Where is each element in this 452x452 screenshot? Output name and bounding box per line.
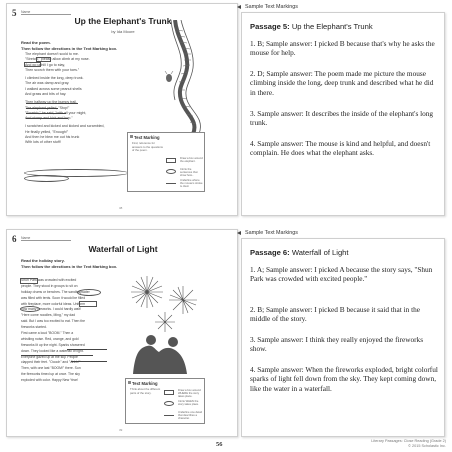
text-marking-intro: Think about the different parts of the story. (130, 387, 161, 395)
section-header: Sample Text Markings (237, 230, 298, 236)
poem-line: With lots of other stuff! (25, 140, 61, 145)
poem-text (25, 52, 143, 146)
story-line: the fireworks timed up at once. The sky (21, 372, 80, 377)
book-title-footer: Literary Passages: Close Reading (Grade 2) (371, 439, 446, 443)
story-line: with fireplace, more colorful ideas. Uniform (21, 301, 86, 306)
copyright-footer: © 2015 Scholastic Inc. (408, 444, 446, 448)
worksheet-page-number: 6 (12, 234, 17, 244)
worksheet-title: Up the Elephant's Trunk (74, 16, 172, 26)
triangle-left-icon (237, 5, 241, 9)
marking-circle (77, 289, 101, 296)
story-line: holiday drums or benches. The sandbagwater (21, 289, 90, 294)
fireworks-illustration (125, 270, 205, 374)
pencil-icon (130, 135, 133, 138)
poem-line: And stomp and kick and hop." (25, 116, 73, 121)
story-line: Everyone gazed up at the sky. People (21, 354, 78, 359)
box-symbol-icon (166, 158, 176, 163)
marking-underline (71, 361, 107, 362)
marking-underline (26, 113, 66, 114)
instruction-line: Read the holiday story. (21, 258, 65, 263)
marking-underline (67, 349, 107, 350)
underline-symbol-icon (166, 180, 176, 184)
story-line: people. They stood in groups to sit on (21, 283, 78, 288)
name-line (21, 14, 71, 15)
circle-symbol-icon (164, 401, 174, 406)
worksheet-instructions (21, 258, 117, 270)
poem-line: The elephant doesn't scold to me. (25, 52, 79, 56)
answer-item: 3. Sample answer: I think they really enjoyed the fireworks show. (250, 335, 424, 354)
triangle-left-icon (237, 231, 241, 235)
poem-line: Then halfway up the bumpy trail, (25, 100, 77, 105)
poem-line: And grass and bits of hay. (25, 92, 67, 97)
page-number: 56 (216, 441, 223, 448)
underline-symbol-icon (164, 412, 174, 416)
worksheet-page-footer: 39 (119, 428, 123, 432)
worksheet-author: by Ida Moore (111, 29, 135, 34)
poem-line: He finally yelled, "Enough!" (25, 129, 69, 134)
text-marking-title: Text Marking (132, 381, 158, 386)
marking-circle (20, 306, 40, 312)
story-line: exploded with color. Happy New Year! (21, 378, 78, 383)
poem-line: And go uphill I go to stay, (25, 62, 66, 67)
marking-underline (26, 108, 58, 109)
elephant-trunk-illustration (147, 20, 219, 142)
text-marking-box (125, 378, 205, 424)
answer-item: 4. Sample answer: The mouse is kind and helpful, and doesn't complain. He does what the elephant asks. (250, 139, 431, 158)
poem-line: The air was damp and gray. (25, 81, 70, 86)
poem-line: I walked across some peanut shells (25, 86, 82, 91)
answer-item: 2. B; Sample answer: I picked B because it said that in the middle of the story. (250, 305, 421, 324)
story-line: whistling noise. Red, orange, and gold (21, 336, 79, 341)
answer-item: 1. B; Sample answer: I picked B because that's why he asks the mouse for help. (250, 39, 435, 58)
box-symbol-icon (164, 390, 174, 395)
poem-line: Then scorch them with your toes." (25, 68, 80, 73)
worksheet-thumbnail-passage-6 (6, 229, 238, 437)
story-line: was filled with tents. Soon it would be filled (21, 295, 86, 300)
text-marking-item: Circle WHEN the story takes place. (164, 400, 204, 408)
section-header: Sample Text Markings (237, 4, 298, 10)
marking-circle (24, 175, 69, 182)
text-marking-title: Text Marking (134, 135, 160, 140)
text-marking-item: Underline where the mouse's stroke is cited. (166, 179, 204, 187)
answer-item: 4. Sample answer: When the fireworks exploded, bright colorful sparks of light fell down from the sky. They kept coming down, like the water in a waterfall. (250, 365, 438, 393)
marking-box (24, 62, 41, 67)
story-line: down. They looked like a waterfall of light. (21, 348, 84, 353)
passage-title: Passage 5: Up the Elephant's Trunk (250, 22, 373, 31)
text-marking-item: Circle the sentences that show how... (166, 168, 204, 176)
marking-box (20, 278, 38, 284)
passage-title: Passage 6: Waterfall of Light (250, 248, 349, 257)
instruction-line: Then follow the directions in the Text Marking box. (21, 264, 118, 269)
story-line: First came a loud "BOOM." Then a (21, 331, 74, 336)
worksheet-name-label: Name (21, 10, 31, 14)
poem-line: The elephant yelled, "Stop!" (25, 105, 70, 110)
marking-underline (21, 355, 93, 356)
answer-item: 2. D; Sample answer: The poem made me picture the mouse climbing inside the long, deep trunk and described what he did in there. (250, 69, 434, 97)
worksheet-page-footer: 38 (119, 206, 123, 210)
worksheet-thumbnail-passage-5 (6, 3, 238, 216)
poem-line: I scratched and kicked and kicked and scrambled, (25, 124, 105, 129)
pencil-icon (128, 381, 131, 384)
story-line: how many fireworks. I could hardly wait! (21, 307, 81, 312)
answer-item: 1. A; Sample answer: I picked A because the story says, "Shun Park was crowded with excited people." (250, 265, 433, 284)
worksheet-title: Waterfall of Light (88, 244, 158, 254)
answer-box-passage-6 (241, 238, 445, 437)
story-line: fireworks lit up the night. Sparks showered (21, 342, 85, 347)
story-line: Shun Park was crowded with excited (21, 278, 77, 282)
poem-line: "Scratch," he said, "with all your might, (25, 110, 87, 115)
marking-underline (26, 118, 68, 119)
story-line: Then, with one last "BOOM!" there. Sun (21, 366, 81, 371)
worksheet-name-label: Name (21, 236, 31, 240)
name-line (21, 240, 71, 241)
story-line: "Here come noodles, Ming," my dad (21, 313, 76, 318)
marking-underline (26, 103, 78, 104)
text-marking-item: Draw a box around WHERE the story takes place. (164, 389, 204, 397)
text-marking-box (127, 132, 205, 192)
story-line: clapped their feet. "Ooooh" and "Ahhh!" (21, 360, 81, 365)
poem-line: And then he blew me out his trunk (25, 134, 80, 139)
answer-item: 3. Sample answer: It describes the inside of the elephant's long trunk. (250, 109, 434, 128)
instruction-line: Then follow the directions in the Text Marking box. (21, 46, 118, 51)
poem-line: "Stretch," please allow climb at my nose. (25, 57, 90, 62)
poem-line: I climbed inside the long, deep trunk. (25, 76, 84, 81)
text-marking-item: Underline one detail that describes a character. (164, 411, 204, 419)
answer-box-passage-5 (241, 12, 445, 216)
marking-box (79, 301, 97, 307)
story-line: fireworks started. (21, 325, 47, 330)
text-marking-item: Draw a box around the elephant. (166, 157, 204, 165)
text-marking-intro: Find, reference for answers to the questions of the poem. (132, 141, 163, 153)
story-line: said. But I was too excited to eat. Then the (21, 319, 86, 324)
circle-symbol-icon (166, 169, 176, 174)
instruction-line: Read the poem. (21, 40, 51, 45)
worksheet-page-number: 5 (12, 8, 17, 18)
worksheet-instructions (21, 40, 117, 52)
